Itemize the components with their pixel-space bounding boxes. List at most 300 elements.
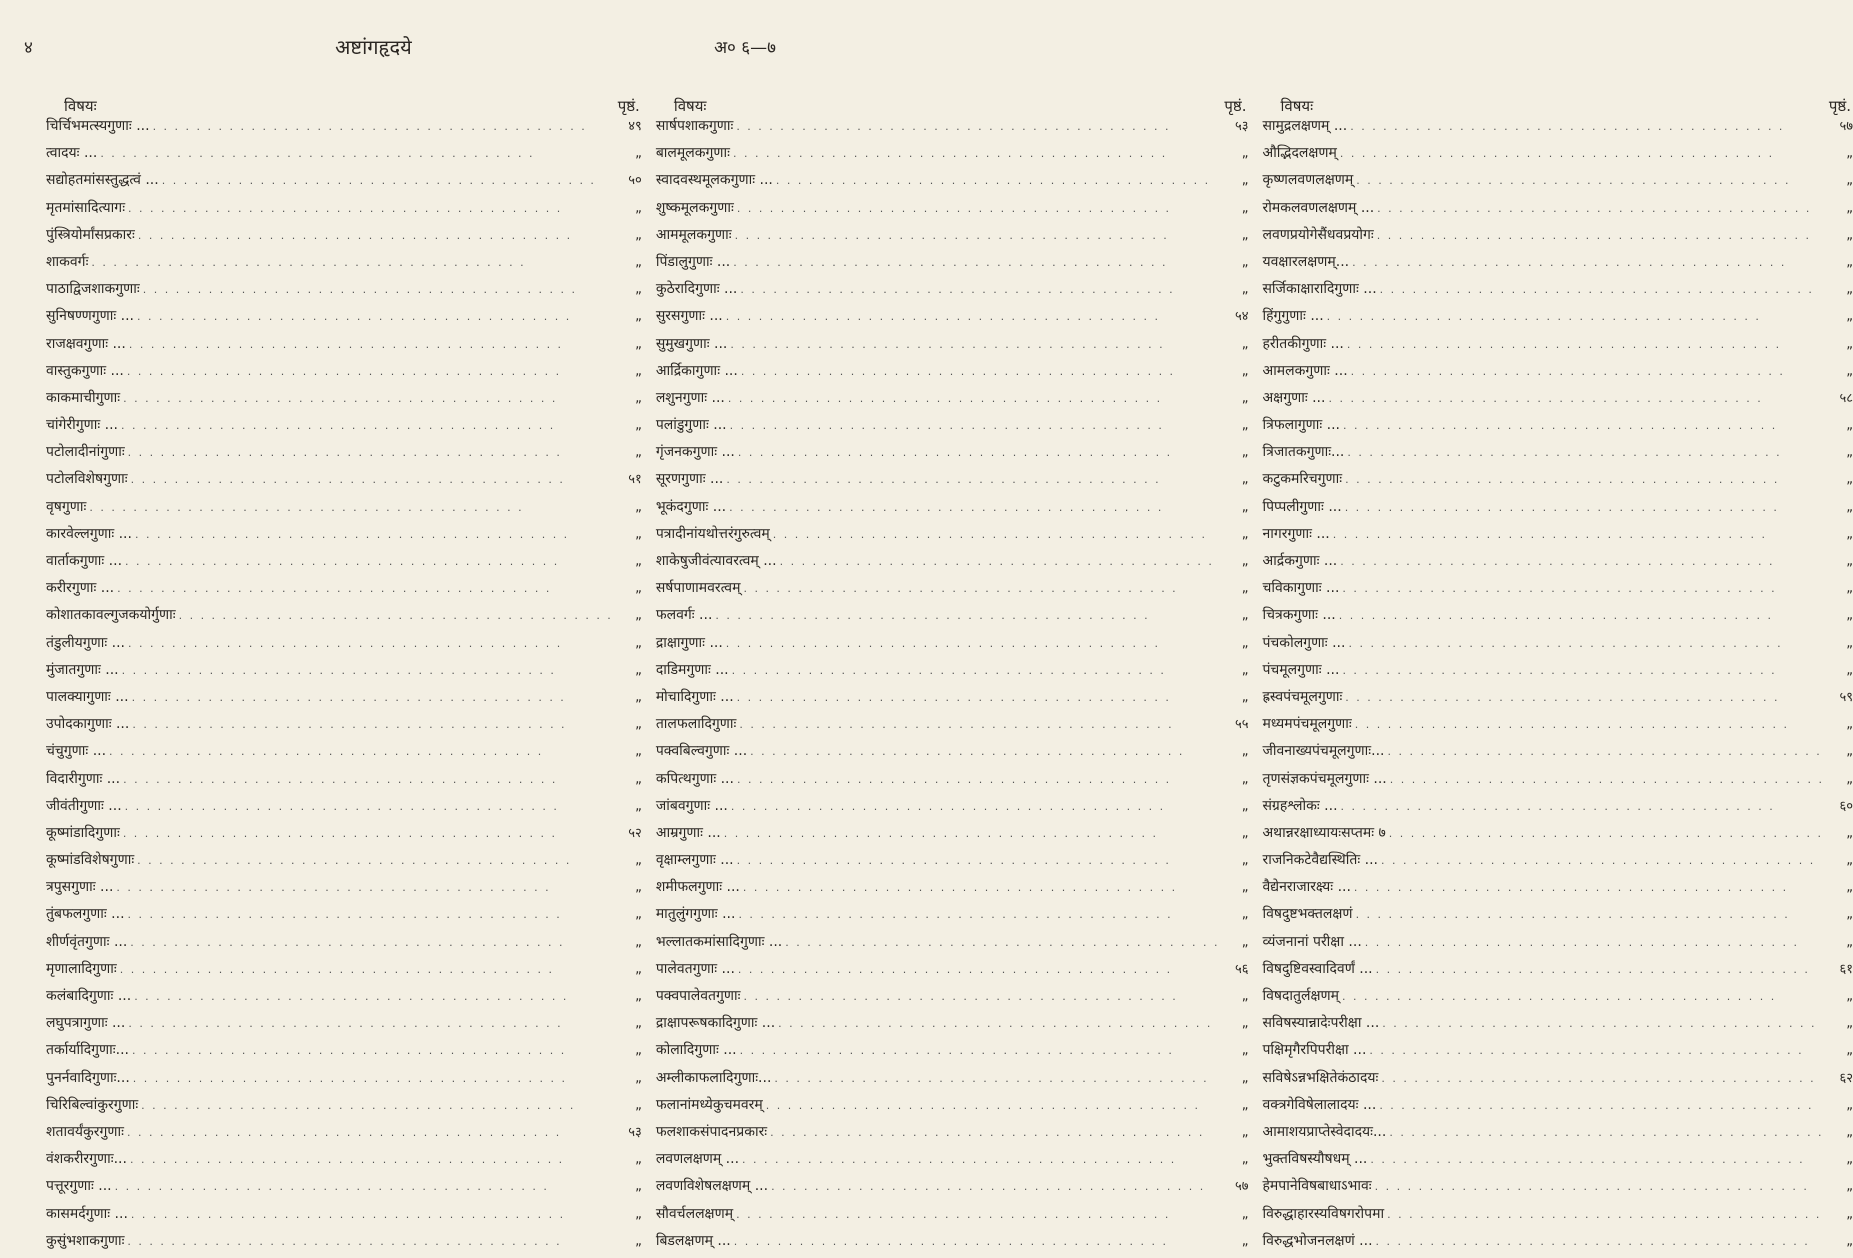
entry-subject: वास्तुकगुणाः ... bbox=[46, 362, 124, 379]
entry-subject: हेमपानेविषबाधाऽभावः bbox=[1262, 1178, 1372, 1195]
dot-leader bbox=[128, 446, 613, 459]
entry-subject: पंचमूलगुणाः ... bbox=[1262, 661, 1340, 678]
entry-subject: शीर्णवृंतगुणाः ... bbox=[46, 933, 128, 950]
entry-page: „ bbox=[1241, 554, 1249, 569]
entry-subject: रोमकलवणलक्षणम् ... bbox=[1262, 199, 1375, 216]
entry-subject: आर्द्रिकागुणाः ... bbox=[655, 362, 738, 379]
index-entry bbox=[1262, 1122, 1853, 1149]
index-entry bbox=[46, 850, 642, 877]
index-entry bbox=[46, 1122, 642, 1149]
entry-subject: आम्रगुणाः ... bbox=[655, 824, 721, 841]
index-entry bbox=[1262, 1013, 1853, 1040]
dot-leader bbox=[737, 691, 1220, 704]
entry-page: „ bbox=[1241, 1233, 1249, 1249]
index-entry bbox=[656, 1040, 1249, 1067]
entry-page: ५७ bbox=[1234, 1179, 1249, 1195]
entry-page: „ bbox=[1241, 798, 1249, 814]
dot-leader bbox=[1327, 310, 1824, 323]
entry-subject: कलंबादिगुणाः ... bbox=[46, 988, 132, 1004]
entry-page: „ bbox=[635, 227, 642, 243]
entry-page: „ bbox=[1846, 662, 1853, 678]
index-entry bbox=[1262, 143, 1853, 170]
entry-page: „ bbox=[635, 989, 642, 1004]
index-entry bbox=[1262, 741, 1853, 768]
dot-leader bbox=[1379, 1099, 1824, 1112]
entry-subject: लवणविशेषलक्षणम् ... bbox=[655, 1178, 769, 1195]
dot-leader bbox=[179, 609, 613, 622]
entry-subject: करीरगुणाः ... bbox=[46, 580, 115, 597]
index-entry bbox=[46, 198, 642, 225]
entry-subject: ह्रस्वपंचमूलगुणाः bbox=[1262, 688, 1343, 705]
index-entry bbox=[1262, 932, 1853, 959]
entry-page: „ bbox=[1846, 934, 1853, 950]
dot-leader bbox=[1381, 1072, 1824, 1085]
entry-subject: यवक्षारलक्षणम्... bbox=[1262, 253, 1350, 270]
index-entry bbox=[46, 497, 642, 524]
index-entry bbox=[656, 551, 1249, 578]
entry-page: „ bbox=[635, 771, 642, 787]
entry-subject: सौवर्चललक्षणम् bbox=[655, 1205, 734, 1222]
index-entry bbox=[46, 279, 642, 306]
dot-leader bbox=[1340, 555, 1824, 568]
entry-page: „ bbox=[1846, 200, 1853, 216]
dot-leader bbox=[120, 963, 613, 976]
index-entry bbox=[656, 198, 1249, 225]
dot-leader bbox=[1381, 854, 1824, 867]
page-heading: पृष्ठं. bbox=[1224, 97, 1247, 115]
entry-subject: आममूलकगुणाः bbox=[655, 226, 732, 243]
entry-subject: पक्षिमृगैरपिपरीक्षा ... bbox=[1262, 1042, 1367, 1059]
index-entry bbox=[46, 904, 642, 931]
entry-subject: पाठाद्विजशाकगुणाः bbox=[46, 281, 140, 298]
entry-page: „ bbox=[1846, 880, 1853, 896]
index-entry bbox=[1262, 1231, 1853, 1258]
index-entry bbox=[46, 741, 642, 768]
dot-leader bbox=[132, 691, 613, 704]
entry-subject: अम्लीकाफलादिगुणाः... bbox=[655, 1069, 772, 1086]
entry-page: „ bbox=[1846, 717, 1853, 733]
dot-leader bbox=[121, 419, 613, 432]
dot-leader bbox=[733, 147, 1219, 160]
entry-page: ५३ bbox=[1234, 119, 1249, 134]
index-entry bbox=[1262, 225, 1853, 252]
dot-leader bbox=[129, 338, 613, 351]
dot-leader bbox=[743, 990, 1219, 1003]
entry-page: „ bbox=[635, 1233, 642, 1249]
entry-page: „ bbox=[1846, 744, 1853, 760]
dot-leader bbox=[737, 773, 1220, 786]
entry-page: ६० bbox=[1839, 798, 1853, 814]
dot-leader bbox=[738, 908, 1219, 921]
dot-leader bbox=[1347, 446, 1824, 459]
entry-subject: तंडुलीयगुणाः ... bbox=[46, 634, 125, 651]
entry-page: „ bbox=[1241, 499, 1249, 515]
index-entry bbox=[1262, 959, 1853, 986]
dot-leader bbox=[1389, 827, 1824, 840]
entry-subject: गृंजनकगुणाः ... bbox=[655, 444, 735, 461]
entry-page: „ bbox=[635, 282, 642, 298]
entry-page: „ bbox=[1846, 309, 1853, 325]
entry-subject: नागरगुणाः ... bbox=[1262, 525, 1330, 542]
index-entry bbox=[656, 1149, 1249, 1176]
index-entry bbox=[46, 959, 642, 986]
entry-subject: पक्वबिल्वगुणाः ... bbox=[655, 743, 748, 760]
entry-page: „ bbox=[1241, 200, 1249, 216]
entry-page: „ bbox=[635, 961, 642, 977]
index-entry bbox=[46, 442, 642, 469]
entry-page: ५८ bbox=[1839, 390, 1853, 406]
dot-leader bbox=[130, 1153, 613, 1166]
dot-leader bbox=[737, 202, 1220, 215]
entry-subject: चिर्चिभमत्स्यगुणाः ... bbox=[46, 118, 150, 134]
index-entry bbox=[1262, 823, 1853, 850]
index-entry bbox=[656, 252, 1249, 279]
dot-leader bbox=[91, 256, 612, 269]
entry-page: „ bbox=[1241, 390, 1249, 406]
entry-page: „ bbox=[1846, 1179, 1853, 1195]
entry-list bbox=[1262, 116, 1853, 1258]
entry-page: „ bbox=[1846, 1043, 1853, 1059]
entry-subject: मध्यमपंचमूलगुणाः bbox=[1262, 716, 1352, 733]
entry-page: „ bbox=[1846, 771, 1853, 787]
dot-leader bbox=[1342, 990, 1824, 1003]
dot-leader bbox=[123, 827, 613, 840]
entry-subject: पालेवतगुणाः ... bbox=[655, 960, 735, 977]
index-entry bbox=[46, 633, 642, 660]
index-entry bbox=[656, 415, 1249, 442]
dot-leader bbox=[125, 555, 613, 568]
entry-subject: तर्कार्यादिगुणाः... bbox=[46, 1042, 129, 1059]
entry-page: „ bbox=[635, 499, 642, 515]
index-entry bbox=[46, 334, 642, 361]
entry-page: „ bbox=[1241, 227, 1249, 243]
dot-leader bbox=[726, 637, 1220, 650]
dot-leader bbox=[1345, 501, 1824, 514]
index-entry bbox=[1262, 633, 1853, 660]
entry-page: „ bbox=[1846, 445, 1853, 461]
index-entry bbox=[656, 1095, 1249, 1122]
entry-page: „ bbox=[635, 1206, 642, 1222]
dot-leader bbox=[739, 718, 1219, 731]
column-header bbox=[46, 96, 642, 116]
dot-leader bbox=[133, 1072, 613, 1085]
entry-page: ६१ bbox=[1839, 961, 1853, 977]
index-column-2 bbox=[655, 96, 1249, 1249]
entry-subject: पुंस्त्रियोर्मांसप्रकारः bbox=[46, 226, 135, 243]
index-entry bbox=[46, 415, 642, 442]
dot-leader bbox=[740, 283, 1219, 296]
entry-subject: कृष्णलवणलक्षणम् bbox=[1262, 172, 1354, 189]
entry-page: „ bbox=[1846, 146, 1853, 162]
dot-leader bbox=[131, 1208, 613, 1221]
entry-subject: सुरसगुणाः ... bbox=[655, 308, 723, 325]
entry-subject: सद्योहतमांसस्तुद्धत्वं ... bbox=[46, 172, 159, 189]
entry-page: ५० bbox=[628, 173, 642, 189]
entry-subject: पिप्पलीगुणाः ... bbox=[1262, 498, 1342, 515]
entry-subject: कोशातकावल्गुजकयोर्गुणाः bbox=[46, 607, 176, 624]
index-entry bbox=[656, 225, 1249, 252]
entry-subject: भुक्तविषस्यौषधम् ... bbox=[1262, 1151, 1368, 1168]
entry-page: „ bbox=[1846, 1124, 1853, 1140]
dot-leader bbox=[726, 310, 1220, 323]
dot-leader bbox=[123, 773, 613, 786]
entry-subject: सुनिषण्णगुणाः ... bbox=[46, 308, 134, 325]
dot-leader bbox=[127, 1235, 612, 1248]
index-entry bbox=[46, 524, 642, 551]
index-entry bbox=[46, 361, 642, 388]
entry-page: „ bbox=[1846, 254, 1853, 270]
entry-subject: आमलकगुणाः ... bbox=[1262, 362, 1348, 379]
index-entry bbox=[46, 252, 642, 279]
entry-subject: पलांडुगुणाः ... bbox=[655, 417, 727, 434]
index-entry bbox=[46, 143, 642, 170]
entry-page: „ bbox=[1846, 418, 1853, 434]
index-entry bbox=[1262, 1095, 1853, 1122]
index-entry bbox=[1262, 904, 1853, 931]
entry-page: „ bbox=[1846, 472, 1853, 488]
dot-leader bbox=[1380, 283, 1824, 296]
entry-page: „ bbox=[1241, 662, 1249, 678]
entry-page: „ bbox=[1846, 635, 1853, 651]
entry-page: „ bbox=[635, 309, 642, 325]
index-entry bbox=[656, 361, 1249, 388]
index-entry bbox=[46, 306, 642, 333]
dot-leader bbox=[1356, 908, 1824, 921]
index-entry bbox=[656, 469, 1249, 496]
dot-leader bbox=[128, 908, 613, 921]
dot-leader bbox=[1365, 936, 1824, 949]
entry-subject: कूष्मांडादिगुणाः bbox=[46, 824, 120, 841]
dot-leader bbox=[731, 800, 1220, 813]
entry-page: ५४ bbox=[1234, 309, 1249, 325]
index-entry bbox=[1262, 986, 1853, 1013]
entry-page: „ bbox=[1241, 853, 1249, 869]
dot-leader bbox=[1387, 1208, 1824, 1221]
entry-page: „ bbox=[635, 689, 642, 705]
entry-page: „ bbox=[1241, 1097, 1249, 1113]
index-entry bbox=[1262, 252, 1853, 279]
dot-leader bbox=[735, 229, 1220, 242]
dot-leader bbox=[730, 419, 1220, 432]
entry-page: „ bbox=[635, 1179, 642, 1195]
entry-page: „ bbox=[1241, 880, 1249, 896]
entry-subject: वृक्षाम्लगुणाः ... bbox=[655, 852, 734, 869]
dot-leader bbox=[137, 854, 613, 867]
entry-subject: चंचुगुणाः ... bbox=[46, 743, 107, 760]
running-title: अष्टांगहृदये bbox=[335, 34, 412, 59]
entry-page: „ bbox=[1241, 445, 1249, 461]
entry-page: „ bbox=[635, 581, 642, 597]
entry-subject: विषदुष्टभक्तलक्षणं bbox=[1262, 906, 1353, 923]
entry-subject: तृणसंज्ञकपंचमूलगुणाः ... bbox=[1262, 770, 1387, 787]
entry-page: „ bbox=[1846, 282, 1853, 298]
index-entry bbox=[656, 850, 1249, 877]
entry-subject: विषदातुर्लक्षणम् bbox=[1262, 988, 1340, 1004]
dot-leader bbox=[127, 1126, 613, 1139]
index-columns bbox=[46, 96, 1853, 1249]
entry-subject: सार्षपशाकगुणाः bbox=[655, 118, 734, 134]
entry-subject: वंशकरीरगुणाः... bbox=[46, 1151, 127, 1168]
dot-leader bbox=[1354, 881, 1824, 894]
entry-subject: सर्षपाणामवरत्वम् bbox=[655, 580, 741, 597]
entry-subject: राजनिकटेवैद्यस्थितिः ... bbox=[1262, 852, 1378, 869]
entry-page: „ bbox=[1846, 907, 1853, 923]
index-entry bbox=[656, 741, 1249, 768]
entry-page: „ bbox=[1241, 989, 1249, 1004]
dot-leader bbox=[135, 528, 613, 541]
entry-subject: पटोलादीनांगुणाः bbox=[46, 444, 125, 461]
dot-leader bbox=[143, 283, 613, 296]
index-entry bbox=[1262, 769, 1853, 796]
index-entry bbox=[656, 578, 1249, 605]
index-entry bbox=[656, 497, 1249, 524]
dot-leader bbox=[162, 174, 613, 187]
entry-subject: मोचादिगुणाः ... bbox=[655, 688, 734, 705]
entry-page: „ bbox=[1241, 336, 1249, 352]
entry-subject: वैद्येनराजारक्ष्यः ... bbox=[1262, 879, 1351, 896]
entry-subject: जीवनाख्यपंचमूलगुणाः... bbox=[1262, 743, 1385, 760]
page-heading: पृष्ठं. bbox=[1828, 97, 1851, 115]
dot-leader bbox=[771, 1180, 1219, 1193]
entry-subject: कटुकमरिचगुणाः bbox=[1262, 471, 1343, 488]
dot-leader bbox=[778, 1017, 1219, 1030]
entry-page: „ bbox=[635, 1070, 642, 1086]
entry-page: „ bbox=[1241, 689, 1249, 705]
entry-page: ५१ bbox=[628, 472, 642, 488]
entry-subject: पिंडालुगुणाः ... bbox=[655, 253, 731, 270]
dot-leader bbox=[732, 664, 1220, 677]
index-entry bbox=[656, 986, 1249, 1013]
entry-list bbox=[46, 116, 642, 1258]
dot-leader bbox=[738, 963, 1220, 976]
dot-leader bbox=[1390, 773, 1824, 786]
dot-leader bbox=[1347, 338, 1824, 351]
entry-page: „ bbox=[1241, 1152, 1249, 1168]
entry-page: „ bbox=[1846, 581, 1853, 597]
entry-page: „ bbox=[635, 798, 642, 814]
index-entry bbox=[46, 1149, 642, 1176]
dot-leader bbox=[742, 1153, 1219, 1166]
subject-heading: विषयः bbox=[64, 97, 97, 115]
entry-subject: अक्षगुणाः ... bbox=[1262, 389, 1326, 406]
dot-leader bbox=[1342, 664, 1824, 677]
dot-leader bbox=[128, 202, 613, 215]
index-entry bbox=[46, 605, 642, 632]
index-entry bbox=[656, 1204, 1249, 1231]
entry-subject: कपित्थगुणाः ... bbox=[655, 770, 734, 787]
entry-page: „ bbox=[635, 662, 642, 678]
dot-leader bbox=[1342, 582, 1824, 595]
dot-leader bbox=[766, 1099, 1220, 1112]
index-entry bbox=[46, 578, 642, 605]
entry-page: „ bbox=[1846, 526, 1853, 542]
entry-page: „ bbox=[635, 1097, 642, 1113]
entry-page: „ bbox=[1241, 1124, 1249, 1140]
index-entry bbox=[656, 605, 1249, 632]
index-entry bbox=[46, 1231, 642, 1258]
entry-subject: मुंजातगुणाः ... bbox=[46, 661, 119, 678]
entry-subject: जांबवगुणाः ... bbox=[655, 797, 728, 814]
entry-subject: पत्तूरगुणाः ... bbox=[46, 1178, 112, 1195]
index-entry bbox=[656, 1068, 1249, 1095]
index-entry bbox=[1262, 361, 1853, 388]
subject-heading: विषयः bbox=[673, 97, 707, 115]
dot-leader bbox=[131, 473, 613, 486]
entry-subject: शमीफलगुणाः ... bbox=[655, 879, 740, 896]
entry-page: „ bbox=[1241, 581, 1249, 597]
entry-page: „ bbox=[1241, 825, 1249, 841]
dot-leader bbox=[1341, 800, 1824, 813]
entry-page: „ bbox=[635, 608, 642, 624]
entry-page: „ bbox=[1846, 989, 1853, 1004]
entry-page: „ bbox=[1241, 635, 1249, 651]
entry-page: „ bbox=[1846, 336, 1853, 352]
dot-leader bbox=[736, 120, 1219, 133]
dot-leader bbox=[100, 147, 613, 160]
entry-subject: आर्द्रकगुणाः ... bbox=[1262, 553, 1338, 569]
dot-leader bbox=[1388, 745, 1824, 758]
index-entry bbox=[656, 334, 1249, 361]
entry-page: „ bbox=[635, 554, 642, 569]
entry-subject: काकमाचीगुणाः bbox=[46, 389, 121, 406]
index-entry bbox=[1262, 469, 1853, 496]
entry-page: „ bbox=[635, 717, 642, 733]
dot-leader bbox=[1356, 174, 1824, 187]
index-entry bbox=[46, 469, 642, 496]
entry-subject: कारवेल्लगुणाः ... bbox=[46, 525, 132, 542]
entry-subject: भूकंदगुणाः ... bbox=[655, 498, 727, 515]
entry-page: „ bbox=[1846, 825, 1853, 841]
entry-page: „ bbox=[1241, 526, 1249, 542]
entry-subject: अथान्नरक्षाध्यायःसप्तमः ७ bbox=[1262, 824, 1386, 841]
entry-subject: दाडिमगुणाः ... bbox=[655, 661, 729, 678]
dot-leader bbox=[1333, 528, 1824, 541]
index-entry bbox=[656, 660, 1249, 687]
entry-page: ५६ bbox=[1234, 961, 1249, 977]
dot-leader bbox=[774, 1072, 1219, 1085]
column-header bbox=[656, 96, 1249, 116]
index-entry bbox=[46, 714, 642, 741]
index-entry bbox=[1262, 415, 1853, 442]
entry-page: „ bbox=[635, 853, 642, 869]
entry-subject: कुसुंभशाकगुणाः bbox=[46, 1232, 125, 1249]
index-column-1 bbox=[46, 96, 642, 1249]
entry-subject: कोलादिगुणाः ... bbox=[655, 1042, 737, 1059]
entry-subject: पालक्यागुणाः ... bbox=[46, 688, 129, 705]
entry-page: „ bbox=[1241, 254, 1249, 270]
entry-page: ५५ bbox=[1234, 717, 1249, 733]
index-entry bbox=[1262, 279, 1853, 306]
dot-leader bbox=[138, 229, 613, 242]
index-entry bbox=[1262, 877, 1853, 904]
index-entry bbox=[1262, 1204, 1853, 1231]
dot-leader bbox=[726, 473, 1219, 486]
dot-leader bbox=[773, 528, 1220, 541]
entry-page: „ bbox=[635, 254, 642, 270]
index-entry bbox=[1262, 551, 1853, 578]
entry-page: „ bbox=[1846, 1233, 1853, 1249]
dot-leader bbox=[729, 501, 1219, 514]
index-entry bbox=[46, 932, 642, 959]
dot-leader bbox=[1376, 963, 1824, 976]
section-ref: अ० ६—७ bbox=[714, 37, 776, 58]
entry-subject: लवणलक्षणम् ... bbox=[655, 1151, 740, 1168]
index-entry bbox=[1262, 660, 1853, 687]
entry-subject: फलवर्गः ... bbox=[655, 607, 713, 624]
entry-subject: त्रिफलागुणाः ... bbox=[1262, 417, 1340, 434]
index-entry bbox=[1262, 388, 1853, 415]
dot-leader bbox=[785, 936, 1219, 949]
